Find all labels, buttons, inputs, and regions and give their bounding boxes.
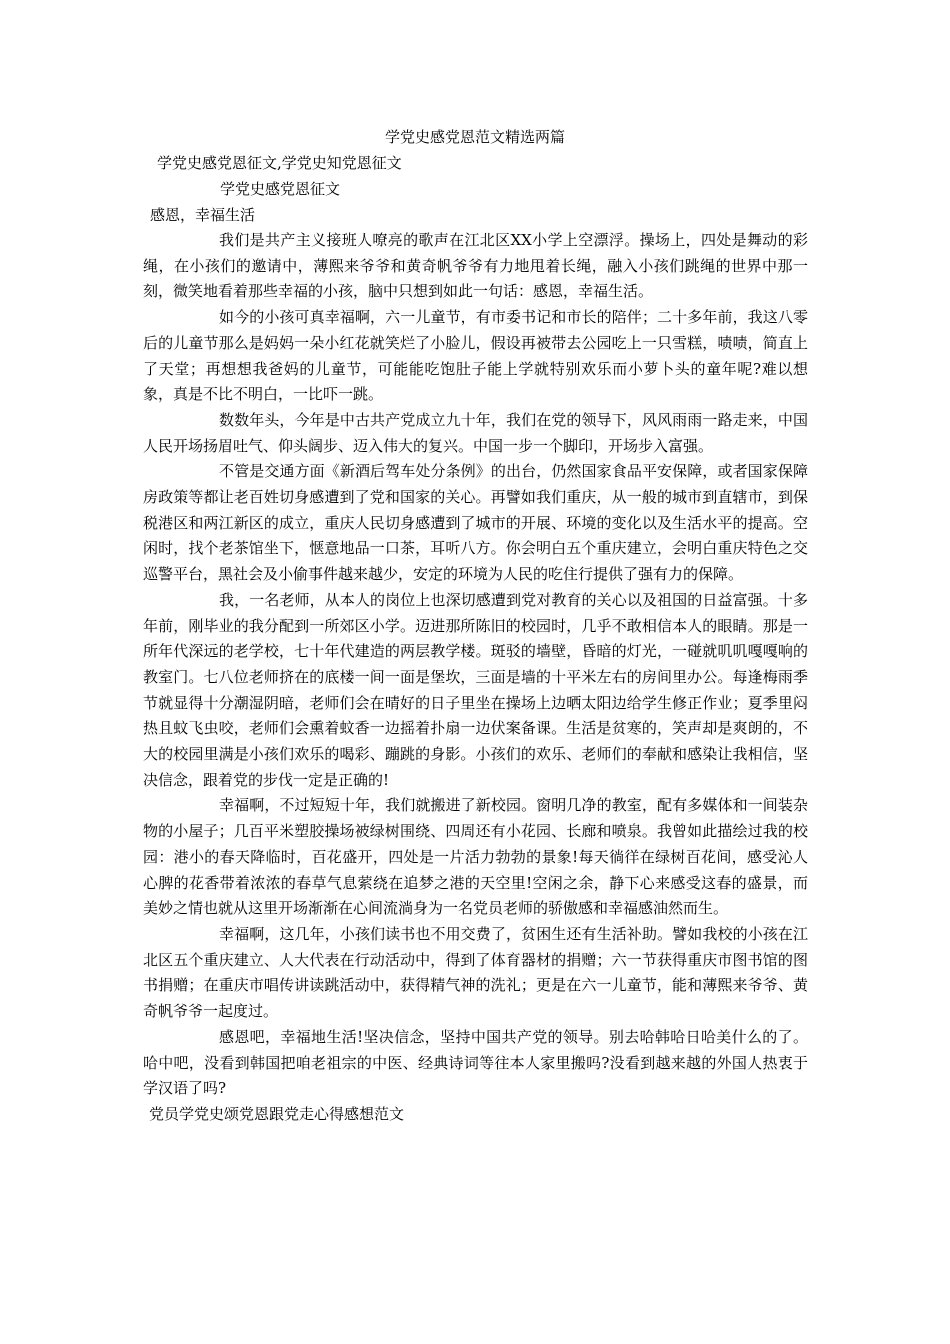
subheading-essay-collection: 学党史感党恩征文,学党史知党恩征文	[157, 154, 402, 172]
paragraph: 幸福啊，这几年，小孩们读书也不用交费了，贫困生还有生活补助。譬如我校的小孩在江北区五个重庆建立、人大代表在行动活动中，得到了体育器材的捐赠；六一节获得重庆市图书馆的图书捐赠；在重庆市唱传讲读跳活动中，获得精气神的洗礼；更是在六一儿童节，能和薄熙来爷爷、黄奇帆爷爷一起度过。	[143, 924, 808, 1021]
subheading-essay: 学党史感党恩征文	[220, 180, 341, 198]
paragraph: 感恩吧，幸福地生活!坚决信念，坚持中国共产党的领导。别去哈韩哈日哈美什么的了。哈中吧，没看到韩国把咱老祖宗的中医、经典诗词等往本人家里搬吗?没看到越来越的外国人热衷于学汉语了吗?	[143, 1027, 808, 1098]
paragraph: 不管是交通方面《新酒后驾车处分条例》的出台，仍然国家食品平安保障，或者国家保障房政策等都让老百姓切身感遭到了党和国家的关心。再譬如我们重庆，从一般的城市到直辖市，到保税港区和两江新区的成立，重庆人民切身感遭到了城市的开展、环境的变化以及生活水平的提高。空闲时，找个老茶馆坐下，惬意地品一口茶，耳听八方。你会明白五个重庆建立，会明白重庆特色之交巡警平台，黑社会及小偷事件越来越少，安定的环境为人民的吃住行提供了强有力的保障。	[143, 462, 808, 584]
paragraph: 幸福啊，不过短短十年，我们就搬进了新校园。窗明几净的教室，配有多媒体和一间装杂物的小屋子；几百平米塑胶操场被绿树围绕、四周还有小花园、长廊和喷泉。我曾如此描绘过我的校园：港小的春天降临时，百花盛开，四处是一片活力勃勃的景象!每天徜徉在绿树百花间，感受沁人心脾的花香带着浓浓的春草气息萦绕在追梦之港的天空里!空闲之余，静下心来感受这春的盛景，而美妙之情也就从这里开场渐渐在心间流淌身为一名党员老师的骄傲感和幸福感油然而生。	[143, 796, 808, 918]
paragraph: 我们是共产主义接班人嘹亮的歌声在江北区XX小学上空漂浮。操场上，四处是舞动的彩绳，在小孩们的邀请中，薄熙来爷爷和黄奇帆爷爷有力地甩着长绳，融入小孩们跳绳的世界中那一刻，微笑地看着那些幸福的小孩，脑中只想到如此一句话：感恩，幸福生活。	[143, 231, 808, 301]
essay-title: 感恩，幸福生活	[150, 206, 256, 224]
essay-body	[143, 228, 808, 1127]
paragraph: 数数年头，今年是中古共产党成立九十年，我们在党的领导下，风风雨雨一路走来，中国人民开场扬眉吐气、仰头阔步、迈入伟大的复兴。中国一步一个脚印，开场步入富强。	[143, 410, 808, 455]
paragraph: 如今的小孩可真幸福啊，六一儿童节，有市委书记和市长的陪伴；二十多年前，我这八零后的儿童节那么是妈妈一朵小红花就笑烂了小脸儿，假设再被带去公园吃上一只雪糕，啧啧，简直上了天堂；再想想我爸妈的儿童节，可能能吃饱肚子能上学就特别欢乐而小萝卜头的童年呢?难以想象，真是不比不明白，一比吓一跳。	[143, 308, 808, 404]
document-title: 学党史感党恩范文精选两篇	[384, 128, 565, 146]
closing-heading: 党员学党史颂党恩跟党走心得感想范文	[149, 1104, 405, 1123]
paragraph: 我，一名老师，从本人的岗位上也深切感遭到党对教育的关心以及祖国的日益富强。十多年前，刚毕业的我分配到一所郊区小学。迈进那所陈旧的校园时，几乎不敢相信本人的眼睛。那是一所年代深远的老学校，七十年代建造的两层教学楼。斑驳的墙壁，昏暗的灯光，一碰就叽叽嘎嘎响的教室门。七八位老师挤在的底楼一间一面是堡坎，三面是墙的十平米左右的房间里办公。每逢梅雨季节就显得十分潮湿阴暗，老师们会在晴好的日子里坐在操场上边晒太阳边给学生修正作业；夏季里闷热且蚊飞虫咬，老师们会熏着蚊香一边摇着扑扇一边伏案备课。生活是贫寒的，笑声却是爽朗的，不大的校园里满是小孩们欢乐的喝彩、蹦跳的身影。小孩们的欢乐、老师们的奉献和感染让我相信，坚决信念，跟着党的步伐一定是正确的!	[143, 590, 808, 789]
